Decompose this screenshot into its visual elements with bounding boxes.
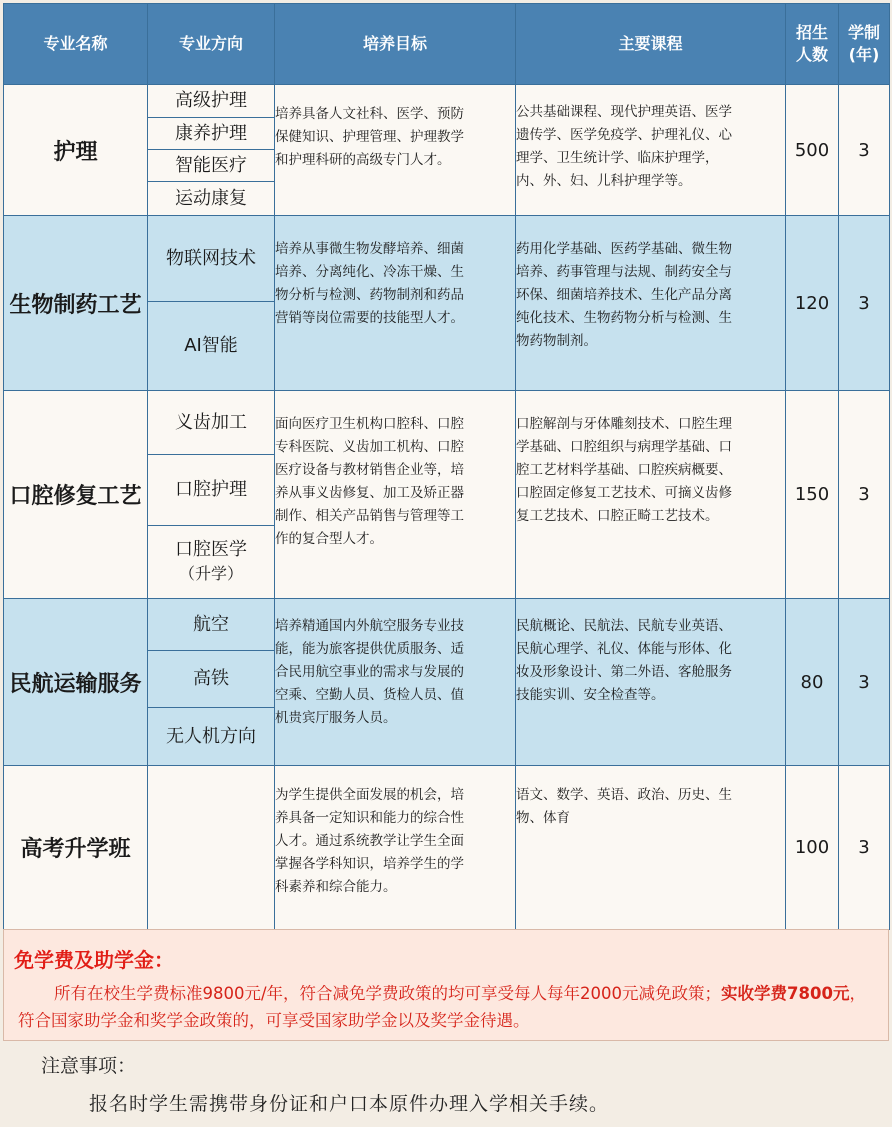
header-enroll-line2: 人数 — [795, 45, 828, 64]
header-direction: 专业方向 — [148, 4, 275, 85]
major-name: 高考升学班 — [4, 766, 148, 930]
fee-text — [18, 980, 880, 1034]
header-name: 专业名称 — [4, 4, 148, 85]
direction-item: 智能医疗 — [148, 150, 274, 182]
header-courses: 主要课程 — [516, 4, 786, 85]
fee-text-part1: 所有在校生学费标准9800元/年，符合减免学费政策的均可享受每人每年2000元减免政策； — [54, 984, 722, 1003]
courses-text: 公共基础课程、现代护理英语、医学 遗传学、医学免疫学、护理礼仪、心 理学、卫生统计学、临床护理学， 内、外、妇、儿科护理学等。 — [516, 85, 786, 216]
enroll-count: 500 — [786, 85, 839, 216]
major-name: 护理 — [4, 85, 148, 216]
years-count: 3 — [839, 85, 890, 216]
goal-text: 培养从事微生物发酵培养、细菌 培养、分离纯化、冷冻干燥、生 物分析与检测、药物制剂和药品 营销等岗位需要的技能型人才。 — [275, 216, 516, 391]
goal-text: 培养具备人文社科、医学、预防 保健知识、护理管理、护理教学 和护理科研的高级专门人才。 — [275, 85, 516, 216]
header-enroll — [786, 4, 839, 85]
direction-item: 口腔护理 — [148, 455, 274, 526]
courses-text: 语文、数学、英语、政治、历史、生 物、体育 — [516, 766, 786, 930]
enroll-count: 100 — [786, 766, 839, 930]
major-name: 口腔修复工艺 — [4, 391, 148, 599]
direction-item: AI智能 — [184, 335, 238, 356]
direction-cell — [148, 766, 275, 930]
direction-item: 高铁 — [148, 651, 274, 708]
fee-text-part2: ，符合国家助学金和奖学金政策的，可享受国家助学金以及奖学金待遇。 — [18, 984, 866, 1030]
fee-section — [3, 929, 889, 1041]
direction-item — [148, 526, 274, 598]
header-years-line1: 学制 — [847, 23, 880, 42]
direction-cell — [148, 599, 275, 766]
enroll-count: 150 — [786, 391, 839, 599]
direction-cell — [148, 216, 275, 391]
courses-text: 口腔解剖与牙体雕刻技术、口腔生理 学基础、口腔组织与病理学基础、口 腔工艺材料学基础、口腔疾病概要、 口腔固定修复工艺技术、可摘义齿修 复工艺技术、口腔正畸工艺技术。 — [516, 391, 786, 599]
header-years-line2: (年) — [848, 45, 880, 64]
direction-item: 航空 — [148, 599, 274, 651]
courses-text: 药用化学基础、医药学基础、微生物 培养、药事管理与法规、制药安全与 环保、细菌培养技术、生化产品分离 纯化技术、生物药物分析与检测、生 物药物制剂。 — [516, 216, 786, 391]
direction-cell — [148, 391, 275, 599]
years-count: 3 — [839, 766, 890, 930]
years-count: 3 — [839, 599, 890, 766]
direction-item: 物联网技术 — [148, 216, 274, 302]
fee-text-bold: 实收学费7800元 — [721, 984, 850, 1003]
direction-item-line2: （升学） — [178, 564, 243, 583]
program-table — [3, 3, 890, 930]
table-row — [4, 599, 890, 766]
table-row — [4, 391, 890, 599]
major-name: 生物制药工艺 — [4, 216, 148, 391]
table-row — [4, 766, 890, 930]
enroll-count: 120 — [786, 216, 839, 391]
table-row — [4, 85, 890, 216]
goal-text: 面向医疗卫生机构口腔科、口腔 专科医院、义齿加工机构、口腔 医疗设备与教材销售企业等，培 养从事义齿修复、加工及矫正器 制作、相关产品销售与管理等工 作的复合型人才。 — [275, 391, 516, 599]
table-row — [4, 216, 890, 391]
courses-text: 民航概论、民航法、民航专业英语、 民航心理学、礼仪、体能与形体、化 妆及形象设计、第二外语、客舱服务 技能实训、安全检查等。 — [516, 599, 786, 766]
major-name: 民航运输服务 — [4, 599, 148, 766]
direction-cell — [148, 85, 275, 216]
table-header-row — [4, 4, 890, 85]
direction-item: 康养护理 — [148, 118, 274, 150]
direction-item: 无人机方向 — [166, 725, 256, 747]
header-years — [839, 4, 890, 85]
direction-item-line1: 口腔医学 — [175, 539, 247, 560]
header-goal: 培养目标 — [275, 4, 516, 85]
notice-title: 注意事项： — [41, 1055, 137, 1077]
fee-title: 免学费及助学金： — [14, 948, 174, 972]
header-enroll-line1: 招生 — [795, 23, 828, 42]
enroll-count: 80 — [786, 599, 839, 766]
years-count: 3 — [839, 216, 890, 391]
goal-text: 培养精通国内外航空服务专业技 能，能为旅客提供优质服务、适 合民用航空事业的需求与发展的 空乘、空勤人员、货检人员、值 机贵宾厅服务人员。 — [275, 599, 516, 766]
notice-text: 报名时学生需携带身份证和户口本原件办理入学相关手续。 — [89, 1093, 610, 1115]
direction-item: 高级护理 — [148, 85, 274, 118]
years-count: 3 — [839, 391, 890, 599]
direction-item: 运动康复 — [175, 187, 247, 209]
notice-section — [3, 1041, 889, 1125]
direction-item: 义齿加工 — [148, 391, 274, 455]
goal-text: 为学生提供全面发展的机会，培 养具备一定知识和能力的综合性 人才。通过系统教学让学生全面 掌握各学科知识，培养学生的学 科素养和综合能力。 — [275, 766, 516, 930]
